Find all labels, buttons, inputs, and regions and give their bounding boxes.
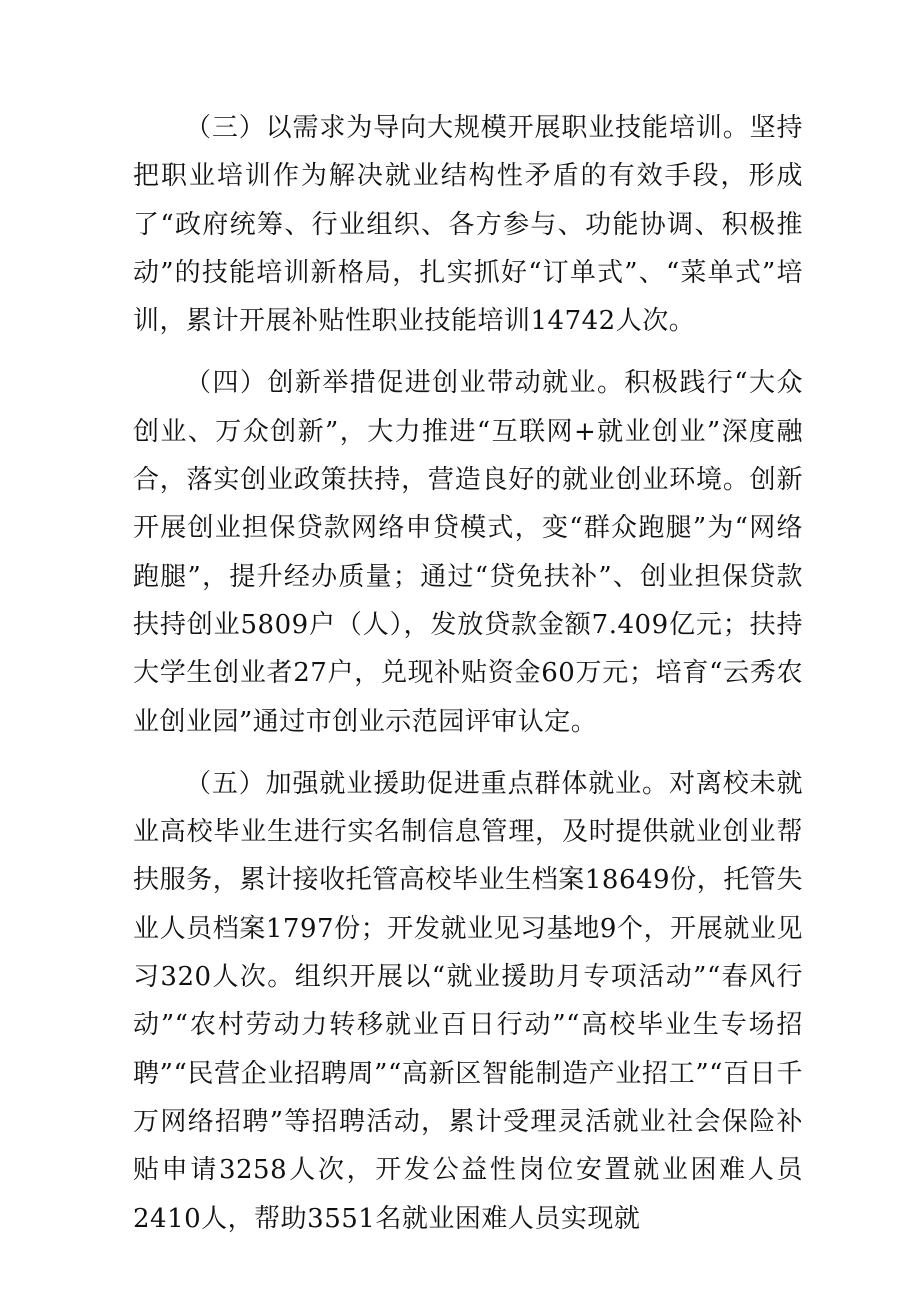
paragraph-section-4: （四）创新举措促进创业带动就业。积极践行“大众创业、万众创新”，大力推进“互联网+就业创业”深度融合，落实创业政策扶持，营造良好的就业创业环境。创新开展创业担保贷款网络申贷模式，变“群众跑腿”为“网络跑腿”，提升经办质量；通过“贷免扶补”、创业担保贷款扶持创业5809户（人），发放贷款金额7.409亿元；扶持大学生创业者27户，兑现补贴资金60万元；培育“云秀农业创业园”通过市创业示范园评审认定。	[133, 368, 803, 737]
document-body	[133, 104, 803, 1243]
paragraph-section-5: （五）加强就业援助促进重点群体就业。对离校未就业高校毕业生进行实名制信息管理，及时提供就业创业帮扶服务，累计接收托管高校毕业生档案18649份，托管失业人员档案1797份；开发就业见习基地9个，开展就业见习320人次。组织开展以“就业援助月专项活动”“春风行动”“农村劳动力转移就业百日行动”“高校毕业生专场招聘”“民营企业招聘周”“高新区智能制造产业招工”“百日千万网络招聘”等招聘活动，累计受理灵活就业社会保险补贴申请3258人次，开发公益性岗位安置就业困难人员2410人，帮助3551名就业困难人员实现就	[133, 768, 803, 1234]
paragraph-section-3: （三）以需求为导向大规模开展职业技能培训。坚持把职业培训作为解决就业结构性矛盾的有效手段，形成了“政府统筹、行业组织、各方参与、功能协调、积极推动”的技能培训新格局，扎实抓好“订单式”、“菜单式”培训，累计开展补贴性职业技能培训14742人次。	[133, 113, 803, 337]
